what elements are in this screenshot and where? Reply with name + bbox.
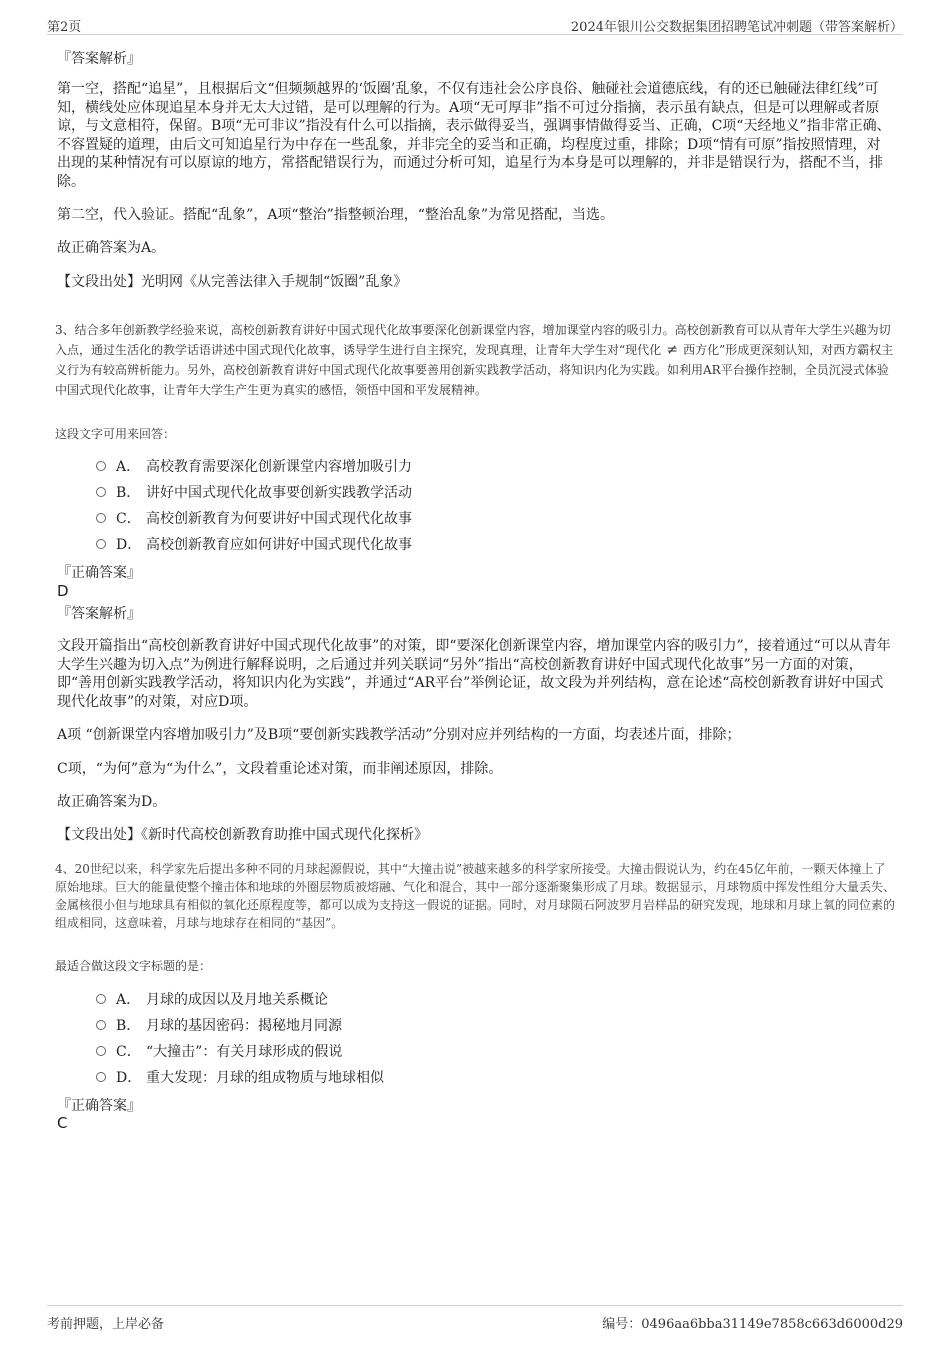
document-title: 2024年银川公交数据集团招聘笔试冲刺题（带答案解析）: [570, 20, 903, 35]
q3-options: [96, 454, 696, 558]
q3-answer: D: [57, 582, 69, 600]
q4-option-c[interactable]: C． “大撞击”：有关月球形成的假说: [96, 1039, 696, 1065]
radio-button[interactable]: [96, 513, 106, 523]
q4-option-a[interactable]: A． 月球的成因以及月地关系概论: [96, 987, 696, 1013]
q4-option-d[interactable]: D． 重大发现：月球的组成物质与地球相似: [96, 1065, 696, 1091]
q2-analysis-paragraph-1: 第一空，搭配“追星”，且根据后文“但频频越界的‘饭圈’乱象，不仅有违社会公序良俗、触碰社会道德底线，有的还已触碰法律红线”可知，横线处应体现追星本身并无太大过错，是可以理解的行为。A项“无可厚非”指不可过分指摘，表示虽有缺点，但是可以理解或者原谅，与文意相符，保留。B项“无可非议”指没有什么可以指摘，表示做得妥当，强调事情做得妥当、正确，C项“天经地义”指非常正确、不容置疑的道理，由后文可知追星行为中存在一些乱象，并非完全的妥当和正确，均程度过重，排除；D项“情有可原”指按照情理，对出现的某种情况有可以原谅的地方，常搭配错误行为，而通过分析可知，追星行为本身是可以理解的，并非是错误行为，搭配不当，排除。: [57, 81, 891, 190]
radio-button[interactable]: [96, 1020, 106, 1030]
not-equal-symbol: ≠: [666, 342, 678, 358]
q4-option-b[interactable]: B． 月球的基因密码：揭秘地月同源: [96, 1013, 696, 1039]
page-header: [47, 14, 903, 35]
radio-button[interactable]: [96, 461, 106, 471]
q3-analysis-heading: 『答案解析』: [57, 606, 141, 622]
q3-source: 【文段出处】《新时代高校创新教育助推中国式现代化探析》: [57, 827, 428, 843]
radio-button[interactable]: [96, 994, 106, 1004]
q4-stem: 4、20世纪以来，科学家先后提出多种不同的月球起源假说，其中“大撞击说”被越来越多的科学家所接受。大撞击假说认为，约在45亿年前，一颗天体撞上了原始地球。巨大的能量使整个撞击体和地球的外圈层物质被熔融、气化和混合，其中一部分逐渐聚集形成了月球。数据显示，月球物质中挥发性组分大量丢失、金属核很小但与地球具有相似的氧化还原程度等，都可以成为支持这一假说的证据。同时，对月球陨石阿波罗月岩样品的研究发现，地球和月球上氧的同位素的组成相同，这意味着，月球与地球存在相同的“基因”。: [55, 862, 896, 930]
q4-prompt: 最适合做这段文字标题的是：: [55, 959, 212, 973]
q3-prompt: 这段文字可用来回答：: [55, 427, 176, 441]
q3-conclusion: 故正确答案为D。: [57, 794, 167, 810]
q3-option-d[interactable]: D． 高校创新教育应如何讲好中国式现代化故事: [96, 532, 696, 558]
q3-analysis-paragraph-3: C项，“为何”意为“为什么”，文段着重论述对策，而非阐述原因，排除。: [57, 761, 503, 777]
radio-button[interactable]: [96, 539, 106, 549]
radio-button[interactable]: [96, 1072, 106, 1082]
radio-button[interactable]: [96, 1046, 106, 1056]
q3-option-a[interactable]: A． 高校教育需要深化创新课堂内容增加吸引力: [96, 454, 696, 480]
q2-conclusion: 故正确答案为A。: [57, 240, 166, 256]
q3-stem: 3、结合多年创新教学经验来说，高校创新教育讲好中国式现代化故事要深化创新课堂内容，增加课堂内容的吸引力。高校创新教育可以从青年大学生兴趣为切入点，通过生活化的教学话语讲述中国式现代化故事，诱导学生进行自主探究，发现真理，让青年大学生对“现代化 ≠ 西方化”形成更深刻认知，对西方霸权主义行为有较高辨析能力。另外，高校创新教育讲好中国式现代化故事要善用创新实践教学活动，将知识内化为实践。如利用AR平台操作控制，全员沉浸式体验中国式现代化故事，让青年大学生产生更为真实的感悟，领悟中国和平发展精神。: [55, 323, 894, 397]
q3-option-b[interactable]: B． 讲好中国式现代化故事要创新实践教学活动: [96, 480, 696, 506]
q4-answer: C: [57, 1114, 68, 1132]
footer-slogan: 考前押题，上岸必备: [47, 1317, 165, 1332]
page-footer: [47, 1305, 903, 1332]
q4-options: [96, 987, 696, 1091]
q2-source: 【文段出处】光明网《从完善法律入手规制“饭圈”乱象》: [57, 274, 408, 290]
q3-option-c[interactable]: C． 高校创新教育为何要讲好中国式现代化故事: [96, 506, 696, 532]
radio-button[interactable]: [96, 487, 106, 497]
q2-analysis-heading: 『答案解析』: [57, 51, 141, 67]
q2-analysis-paragraph-2: 第二空，代入验证。搭配“乱象”，A项“整治”指整顿治理，“整治乱象”为常见搭配，当选。: [57, 207, 615, 223]
document-id: 编号：0496aa6bba31149e7858c663d6000d29: [602, 1317, 903, 1332]
q3-analysis-paragraph-2: A项 “创新课堂内容增加吸引力”及B项“要创新实践教学活动”分别对应并列结构的一方面，均表述片面，排除；: [57, 727, 741, 743]
page-number: 第2页: [47, 20, 82, 35]
q3-analysis-paragraph-1: 文段开篇指出“高校创新教育讲好中国式现代化故事”的对策，即“要深化创新课堂内容，增加课堂内容的吸引力”，接着通过“可以从青年大学生兴趣为切入点”为例进行解释说明，之后通过并列关联词“另外”指出“高校创新教育讲好中国式现代化故事”另一方面的对策，即“善用创新实践教学活动，将知识内化为实践”，并通过“AR平台”举例论证，故文段为并列结构，意在论述“高校创新教育讲好中国式现代化故事”的对策，对应D项。: [57, 638, 891, 710]
q4-answer-heading: 『正确答案』: [57, 1098, 141, 1114]
q3-answer-heading: 『正确答案』: [57, 565, 141, 581]
